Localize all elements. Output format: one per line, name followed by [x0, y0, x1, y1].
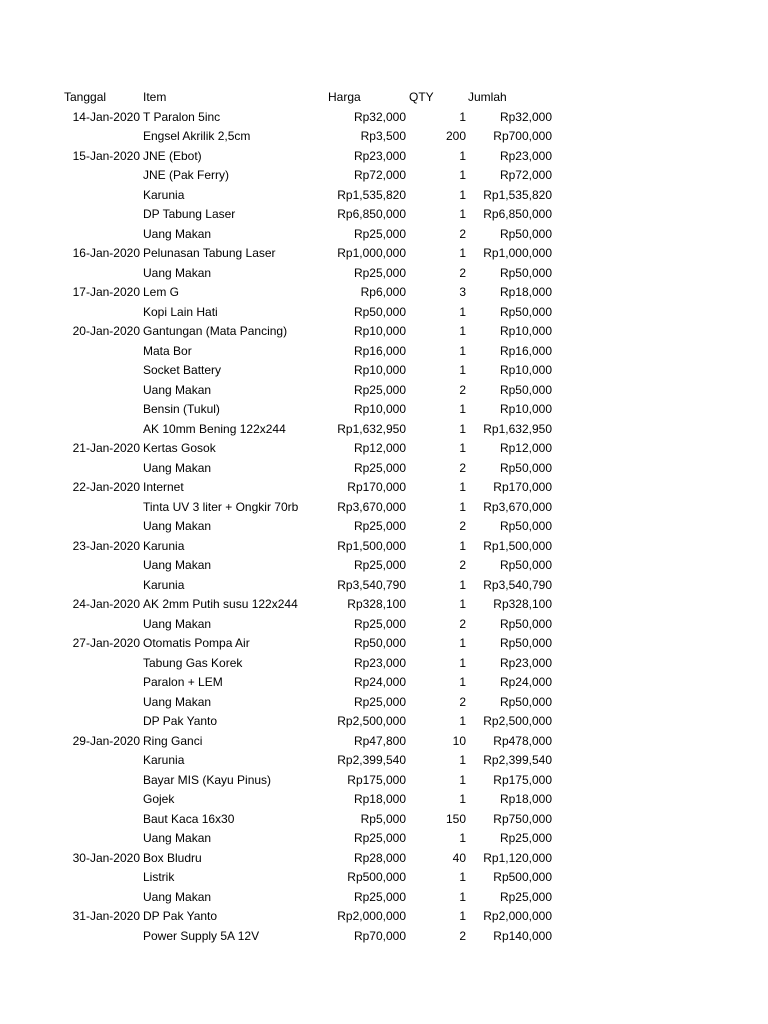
cell-item: Karunia — [143, 538, 185, 553]
table-row — [0, 517, 768, 537]
cell-jumlah: Rp750,000 — [493, 811, 552, 826]
cell-item: Paralon + LEM — [143, 675, 223, 689]
header-row — [0, 88, 768, 108]
cell-item: Otomatis Pompa Air — [143, 636, 250, 650]
expense-sheet — [0, 88, 768, 946]
table-row — [0, 322, 768, 342]
cell-tanggal: 14-Jan-2020 — [72, 109, 140, 124]
header-harga: Harga — [328, 90, 361, 104]
cell-harga: Rp25,000 — [353, 226, 406, 241]
cell-qty: 1 — [459, 168, 466, 182]
cell-item: Uang Makan — [143, 694, 212, 709]
cell-jumlah: Rp50,000 — [499, 460, 552, 475]
cell-qty: 1 — [459, 831, 466, 845]
cell-harga: Rp25,000 — [353, 694, 406, 709]
table-row — [0, 147, 768, 167]
cell-qty: 2 — [459, 382, 466, 397]
header-item: Item — [143, 90, 167, 104]
cell-jumlah: Rp10,000 — [499, 324, 552, 338]
cell-jumlah: Rp1,632,950 — [483, 421, 552, 436]
cell-harga: Rp3,500 — [360, 129, 406, 143]
cell-tanggal: 15-Jan-2020 — [72, 148, 140, 163]
table-row — [0, 439, 768, 459]
cell-tanggal: 23-Jan-2020 — [72, 538, 140, 553]
cell-jumlah: Rp25,000 — [499, 889, 552, 904]
cell-qty: 3 — [459, 285, 466, 299]
cell-jumlah: Rp6,850,000 — [483, 207, 552, 221]
cell-jumlah: Rp50,000 — [499, 616, 552, 631]
cell-qty: 1 — [459, 363, 466, 377]
cell-qty: 1 — [459, 499, 466, 514]
cell-harga: Rp25,000 — [353, 889, 406, 904]
table-row — [0, 829, 768, 849]
table-row — [0, 693, 768, 713]
cell-jumlah: Rp140,000 — [493, 928, 552, 943]
cell-harga: Rp10,000 — [353, 402, 406, 416]
cell-jumlah: Rp175,000 — [493, 772, 552, 787]
table-row — [0, 673, 768, 693]
cell-item: Ring Ganci — [143, 733, 203, 748]
cell-item: Lem G — [143, 285, 180, 299]
cell-qty: 2 — [459, 558, 466, 572]
cell-item: Mata Bor — [143, 343, 192, 358]
cell-qty: 1 — [459, 441, 466, 455]
cell-qty: 1 — [459, 909, 466, 923]
cell-qty: 1 — [459, 343, 466, 358]
cell-jumlah: Rp18,000 — [499, 285, 552, 299]
cell-item: Engsel Akrilik 2,5cm — [143, 129, 251, 143]
table-row — [0, 849, 768, 869]
table-row — [0, 576, 768, 596]
cell-item: Uang Makan — [143, 519, 212, 533]
cell-qty: 1 — [459, 538, 466, 553]
table-row — [0, 400, 768, 420]
cell-qty: 1 — [459, 753, 466, 767]
cell-qty: 1 — [459, 148, 466, 163]
cell-jumlah: Rp72,000 — [499, 168, 552, 182]
table-row — [0, 244, 768, 264]
cell-jumlah: Rp50,000 — [499, 694, 552, 709]
cell-harga: Rp12,000 — [353, 441, 406, 455]
table-row — [0, 283, 768, 303]
cell-qty: 1 — [459, 207, 466, 221]
cell-item: JNE (Pak Ferry) — [143, 168, 230, 182]
table-row — [0, 556, 768, 576]
cell-jumlah: Rp3,540,790 — [483, 577, 552, 592]
cell-jumlah: Rp18,000 — [499, 792, 552, 806]
cell-harga: Rp2,399,540 — [337, 753, 406, 767]
cell-item: Karunia — [143, 187, 185, 202]
cell-jumlah: Rp2,000,000 — [483, 909, 552, 923]
cell-harga: Rp25,000 — [353, 519, 406, 533]
cell-qty: 40 — [452, 850, 466, 865]
cell-qty: 2 — [459, 694, 466, 709]
cell-harga: Rp32,000 — [353, 109, 406, 124]
cell-item: Box Bludru — [143, 850, 202, 865]
cell-item: Uang Makan — [143, 889, 212, 904]
cell-qty: 2 — [459, 519, 466, 533]
cell-qty: 150 — [445, 811, 466, 826]
table-row — [0, 459, 768, 479]
table-row — [0, 127, 768, 147]
cell-qty: 1 — [459, 402, 466, 416]
cell-jumlah: Rp3,670,000 — [483, 499, 552, 514]
cell-tanggal: 30-Jan-2020 — [72, 850, 140, 865]
cell-qty: 2 — [459, 265, 466, 280]
cell-harga: Rp5,000 — [360, 811, 406, 826]
cell-item: Power Supply 5A 12V — [143, 928, 260, 943]
table-row — [0, 420, 768, 440]
cell-qty: 1 — [459, 792, 466, 806]
cell-qty: 1 — [459, 636, 466, 650]
cell-item: AK 2mm Putih susu 122x244 — [143, 597, 298, 611]
cell-harga: Rp25,000 — [353, 265, 406, 280]
cell-harga: Rp3,670,000 — [337, 499, 406, 514]
cell-item: DP Pak Yanto — [143, 714, 218, 728]
cell-jumlah: Rp1,120,000 — [483, 850, 552, 865]
cell-harga: Rp25,000 — [353, 558, 406, 572]
header-jumlah: Jumlah — [468, 90, 507, 104]
table-row — [0, 771, 768, 791]
cell-harga: Rp70,000 — [353, 928, 406, 943]
table-row — [0, 361, 768, 381]
cell-harga: Rp10,000 — [353, 324, 406, 338]
cell-item: DP Pak Yanto — [143, 909, 218, 923]
cell-jumlah: Rp24,000 — [499, 675, 552, 689]
table-body — [0, 108, 768, 947]
table-row — [0, 186, 768, 206]
cell-harga: Rp28,000 — [353, 850, 406, 865]
cell-harga: Rp328,100 — [347, 597, 406, 611]
cell-harga: Rp23,000 — [353, 148, 406, 163]
table-row — [0, 225, 768, 245]
cell-item: Uang Makan — [143, 265, 212, 280]
table-row — [0, 634, 768, 654]
header-tanggal: Tanggal — [64, 90, 107, 104]
cell-harga: Rp47,800 — [353, 733, 406, 748]
cell-item: Bayar MIS (Kayu Pinus) — [143, 772, 272, 787]
cell-harga: Rp170,000 — [347, 480, 406, 494]
cell-item: Bensin (Tukul) — [143, 402, 220, 416]
cell-jumlah: Rp23,000 — [499, 655, 552, 670]
cell-jumlah: Rp16,000 — [499, 343, 552, 358]
cell-harga: Rp2,500,000 — [337, 714, 406, 728]
cell-jumlah: Rp1,000,000 — [483, 246, 552, 260]
cell-qty: 1 — [459, 187, 466, 202]
cell-jumlah: Rp50,000 — [499, 519, 552, 533]
cell-harga: Rp24,000 — [353, 675, 406, 689]
cell-qty: 1 — [459, 246, 466, 260]
cell-item: Gantungan (Mata Pancing) — [143, 324, 288, 338]
cell-jumlah: Rp10,000 — [499, 363, 552, 377]
table-row — [0, 732, 768, 752]
cell-item: Gojek — [143, 792, 175, 806]
cell-jumlah: Rp12,000 — [499, 441, 552, 455]
table-row — [0, 478, 768, 498]
cell-harga: Rp50,000 — [353, 636, 406, 650]
table-row — [0, 595, 768, 615]
cell-harga: Rp23,000 — [353, 655, 406, 670]
cell-qty: 1 — [459, 655, 466, 670]
cell-tanggal: 31-Jan-2020 — [72, 909, 140, 923]
cell-harga: Rp16,000 — [353, 343, 406, 358]
cell-item: Socket Battery — [143, 363, 222, 377]
cell-qty: 1 — [459, 772, 466, 787]
cell-jumlah: Rp478,000 — [493, 733, 552, 748]
cell-qty: 1 — [459, 870, 466, 884]
cell-harga: Rp1,000,000 — [337, 246, 406, 260]
cell-harga: Rp6,850,000 — [337, 207, 406, 221]
cell-qty: 1 — [459, 889, 466, 904]
table-row — [0, 205, 768, 225]
cell-harga: Rp500,000 — [347, 870, 406, 884]
cell-jumlah: Rp10,000 — [499, 402, 552, 416]
cell-jumlah: Rp328,100 — [493, 597, 552, 611]
cell-tanggal: 29-Jan-2020 — [72, 733, 140, 748]
cell-jumlah: Rp700,000 — [493, 129, 552, 143]
cell-harga: Rp25,000 — [353, 460, 406, 475]
table-row — [0, 751, 768, 771]
cell-item: Uang Makan — [143, 831, 212, 845]
table-row — [0, 342, 768, 362]
cell-jumlah: Rp1,535,820 — [483, 187, 552, 202]
cell-item: Kertas Gosok — [143, 441, 216, 455]
table-row — [0, 303, 768, 323]
cell-harga: Rp25,000 — [353, 616, 406, 631]
table-row — [0, 615, 768, 635]
cell-harga: Rp50,000 — [353, 304, 406, 319]
cell-qty: 1 — [459, 714, 466, 728]
table-row — [0, 381, 768, 401]
table-row — [0, 810, 768, 830]
cell-qty: 200 — [445, 129, 466, 143]
table-row — [0, 790, 768, 810]
cell-item: Uang Makan — [143, 460, 212, 475]
cell-tanggal: 21-Jan-2020 — [72, 441, 140, 455]
cell-item: Kopi Lain Hati — [143, 304, 218, 319]
cell-item: JNE (Ebot) — [143, 148, 202, 163]
table-row — [0, 927, 768, 947]
cell-jumlah: Rp2,399,540 — [483, 753, 552, 767]
cell-qty: 2 — [459, 226, 466, 241]
cell-qty: 1 — [459, 304, 466, 319]
cell-harga: Rp2,000,000 — [337, 909, 406, 923]
cell-item: Uang Makan — [143, 226, 212, 241]
table-row — [0, 654, 768, 674]
cell-qty: 1 — [459, 577, 466, 592]
cell-tanggal: 27-Jan-2020 — [72, 636, 140, 650]
cell-item: AK 10mm Bening 122x244 — [143, 421, 286, 436]
cell-jumlah: Rp23,000 — [499, 148, 552, 163]
cell-tanggal: 16-Jan-2020 — [72, 246, 140, 260]
table-row — [0, 712, 768, 732]
cell-item: Karunia — [143, 577, 185, 592]
table-row — [0, 498, 768, 518]
cell-qty: 2 — [459, 460, 466, 475]
cell-harga: Rp175,000 — [347, 772, 406, 787]
cell-jumlah: Rp25,000 — [499, 831, 552, 845]
cell-item: Uang Makan — [143, 558, 212, 572]
cell-item: Uang Makan — [143, 616, 212, 631]
table-row — [0, 907, 768, 927]
cell-jumlah: Rp50,000 — [499, 636, 552, 650]
cell-qty: 1 — [459, 480, 466, 494]
cell-jumlah: Rp50,000 — [499, 265, 552, 280]
cell-qty: 2 — [459, 928, 466, 943]
cell-qty: 10 — [452, 733, 466, 748]
cell-item: Listrik — [143, 870, 175, 884]
cell-item: Tabung Gas Korek — [143, 655, 243, 670]
cell-tanggal: 17-Jan-2020 — [72, 285, 140, 299]
cell-jumlah: Rp2,500,000 — [483, 714, 552, 728]
cell-harga: Rp72,000 — [353, 168, 406, 182]
cell-item: Karunia — [143, 753, 185, 767]
cell-jumlah: Rp1,500,000 — [483, 538, 552, 553]
table-row — [0, 888, 768, 908]
cell-harga: Rp10,000 — [353, 363, 406, 377]
cell-item: Uang Makan — [143, 382, 212, 397]
cell-harga: Rp1,500,000 — [337, 538, 406, 553]
header-qty: QTY — [409, 90, 434, 104]
cell-harga: Rp1,632,950 — [337, 421, 406, 436]
cell-harga: Rp18,000 — [353, 792, 406, 806]
table-row — [0, 264, 768, 284]
cell-tanggal: 22-Jan-2020 — [72, 480, 140, 494]
table-row — [0, 868, 768, 888]
cell-qty: 1 — [459, 675, 466, 689]
cell-jumlah: Rp50,000 — [499, 226, 552, 241]
cell-jumlah: Rp50,000 — [499, 382, 552, 397]
table-row — [0, 166, 768, 186]
cell-jumlah: Rp500,000 — [493, 870, 552, 884]
cell-qty: 1 — [459, 597, 466, 611]
table-row — [0, 537, 768, 557]
table-row — [0, 108, 768, 128]
cell-tanggal: 24-Jan-2020 — [72, 597, 140, 611]
cell-qty: 1 — [459, 109, 466, 124]
cell-jumlah: Rp170,000 — [493, 480, 552, 494]
cell-qty: 1 — [459, 421, 466, 436]
cell-tanggal: 20-Jan-2020 — [72, 324, 140, 338]
cell-jumlah: Rp50,000 — [499, 558, 552, 572]
cell-item: DP Tabung Laser — [143, 207, 236, 221]
cell-harga: Rp25,000 — [353, 831, 406, 845]
cell-harga: Rp3,540,790 — [337, 577, 406, 592]
cell-item: Pelunasan Tabung Laser — [143, 246, 276, 260]
cell-item: T Paralon 5inc — [143, 109, 221, 124]
cell-qty: 2 — [459, 616, 466, 631]
cell-item: Tinta UV 3 liter + Ongkir 70rb — [143, 499, 299, 514]
cell-item: Internet — [143, 480, 184, 494]
cell-jumlah: Rp32,000 — [499, 109, 552, 124]
cell-harga: Rp6,000 — [360, 285, 406, 299]
cell-harga: Rp1,535,820 — [337, 187, 406, 202]
cell-harga: Rp25,000 — [353, 382, 406, 397]
cell-item: Baut Kaca 16x30 — [143, 811, 235, 826]
cell-jumlah: Rp50,000 — [499, 304, 552, 319]
cell-qty: 1 — [459, 324, 466, 338]
